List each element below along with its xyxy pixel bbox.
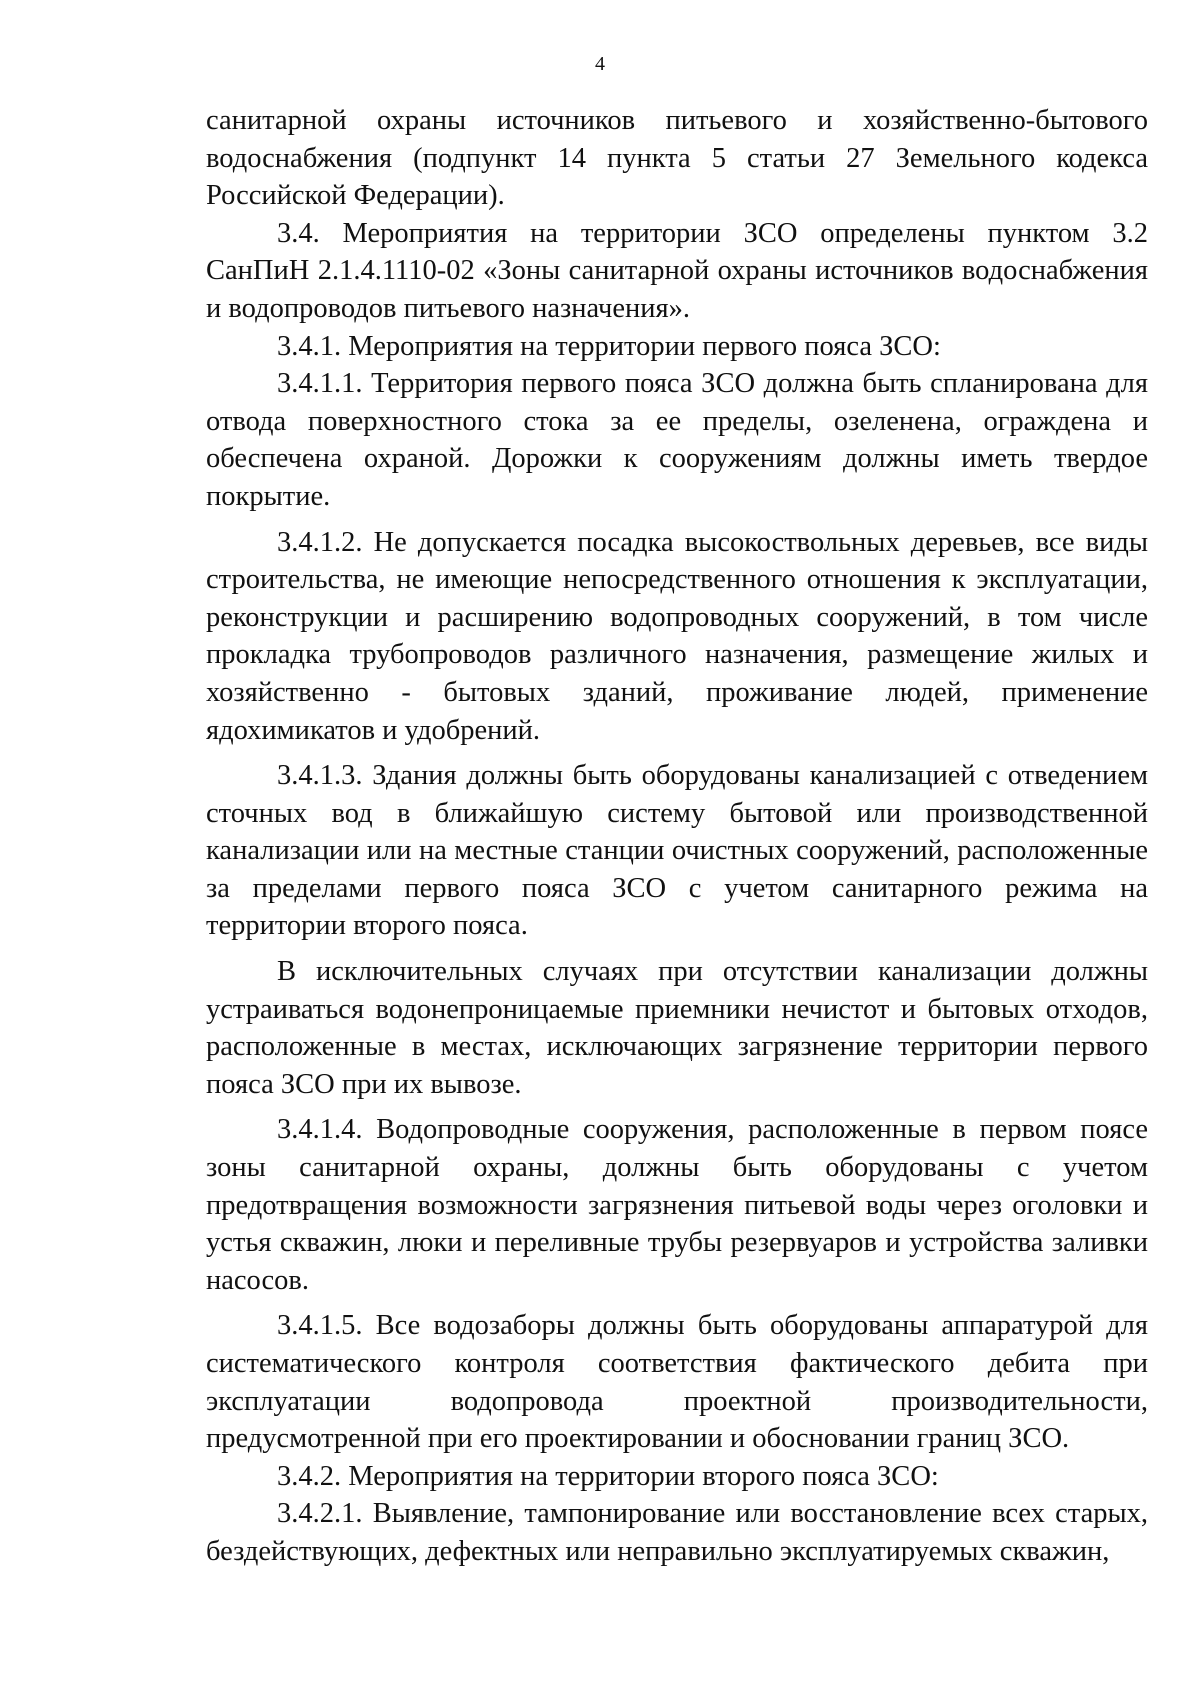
paragraph-3-4-1-5: 3.4.1.5. Все водозаборы должны быть оборудованы аппаратурой для систематического контроля соответствия фактического дебита при эксплуатации водопровода проектной производительности, предусмотренной при его проектировании и обосновании границ ЗСО. (206, 1310, 1148, 1455)
paragraph-3-4: 3.4. Мероприятия на территории ЗСО определены пунктом 3.2 СанПиН 2.1.4.1110-02 «Зоны санитарной охраны источников водоснабжения и водопроводов питьевого назначения». (206, 217, 1148, 324)
paragraph-continuation: санитарной охраны источников питьевого и хозяйственно-бытового водоснабжения (подпункт 14 пункта 5 статьи 27 Земельного кодекса Российской Федерации). (206, 105, 1148, 212)
paragraph-3-4-1: 3.4.1. Мероприятия на территории первого пояса ЗСО: (277, 330, 941, 362)
paragraph-exceptional-cases: В исключительных случаях при отсутствии канализации должны устраиваться водонепроницаемые приемники нечистот и бытовых отходов, расположенные в местах, исключающих загрязнение территории первого пояса ЗСО при их вывозе. (206, 956, 1148, 1100)
paragraph-3-4-2-1: 3.4.2.1. Выявление, тампонирование или восстановление всех старых, бездействующих, дефектных или неправильно эксплуатируемых скважин, (206, 1498, 1148, 1567)
paragraph-3-4-1-3: 3.4.1.3. Здания должны быть оборудованы канализацией с отведением сточных вод в ближайшую систему бытовой или производственной канализации или на местные станции очистных сооружений, расположенные за пределами первого пояса ЗСО с учетом санитарного режима на территории второго пояса. (206, 760, 1148, 942)
paragraph-3-4-1-2: 3.4.1.2. Не допускается посадка высокоствольных деревьев, все виды строительства, не имеющие непосредственного отношения к эксплуатации, реконструкции и расширению водопроводных сооружений, в том числе прокладка трубопроводов различного назначения, размещение жилых и хозяйственно - бытовых зданий, проживание людей, применение ядохимикатов и удобрений. (206, 526, 1148, 746)
document-body (206, 102, 1148, 1571)
page-number: 4 (595, 53, 605, 75)
paragraph-3-4-1-1: 3.4.1.1. Территория первого пояса ЗСО должна быть спланирована для отвода поверхностного стока за ее пределы, озеленена, ограждена и обеспечена охраной. Дорожки к сооружениям должны иметь твердое покрытие. (206, 368, 1148, 512)
paragraph-3-4-1-4: 3.4.1.4. Водопроводные сооружения, расположенные в первом поясе зоны санитарной охраны, должны быть оборудованы с учетом предотвращения возможности загрязнения питьевой воды через оголовки и устья скважин, люки и переливные трубы резервуаров и устройства заливки насосов. (206, 1114, 1148, 1296)
paragraph-3-4-2: 3.4.2. Мероприятия на территории второго пояса ЗСО: (277, 1460, 939, 1492)
